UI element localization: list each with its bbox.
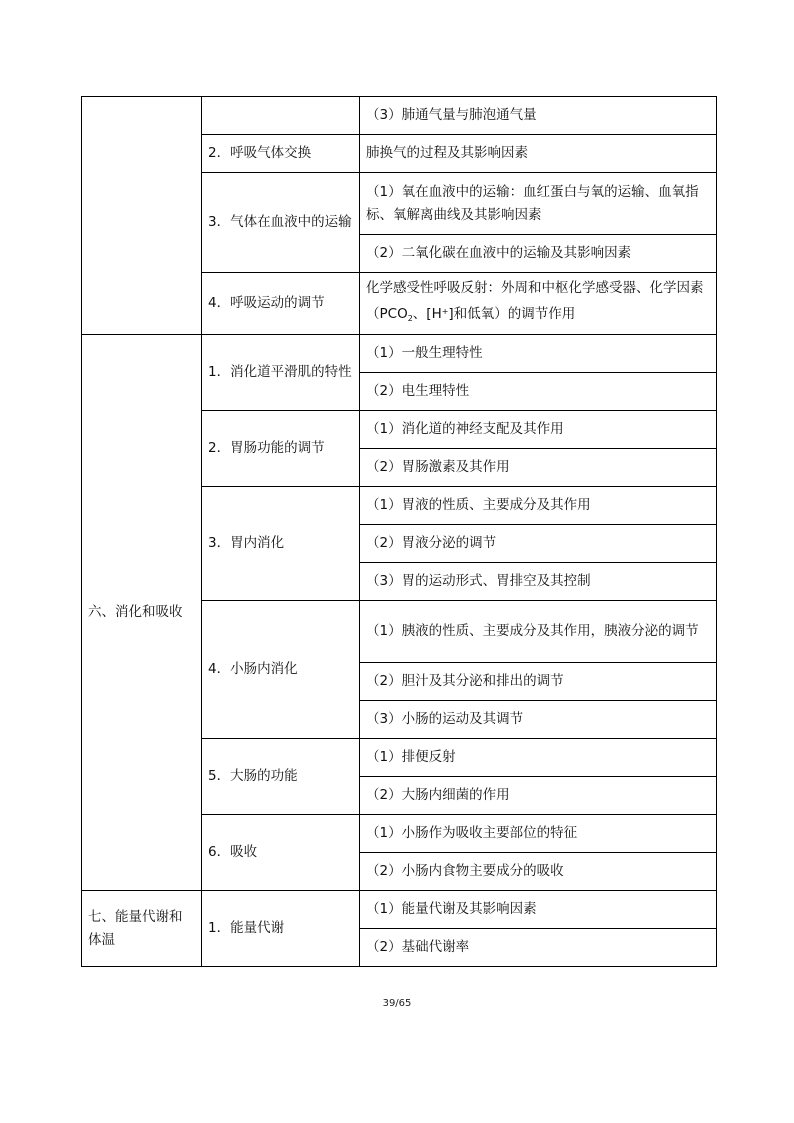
detail-cell: （2）胃肠激素及其作用 bbox=[360, 449, 717, 487]
page-number: 39/65 bbox=[382, 998, 412, 1009]
topic-cell: 2．呼吸气体交换 bbox=[202, 135, 360, 173]
detail-cell: 化学感受性呼吸反射：外周和中枢化学感受器、化学因素（$PCO_2$、[H+]和低氧）的调节作用 bbox=[360, 273, 717, 335]
detail-cell: （1）胃液的性质、主要成分及其作用 bbox=[360, 487, 717, 525]
chapter-cell: 六、消化和吸收 bbox=[82, 335, 202, 891]
topic-cell-empty bbox=[202, 97, 360, 135]
topic-cell: 4．小肠内消化 bbox=[202, 601, 360, 739]
detail-cell: （2）胃液分泌的调节 bbox=[360, 525, 717, 563]
topic-cell: 5．大肠的功能 bbox=[202, 739, 360, 815]
topic-cell: 3．气体在血液中的运输 bbox=[202, 173, 360, 273]
detail-cell: （2）电生理特性 bbox=[360, 373, 717, 411]
detail-cell: （1）消化道的神经支配及其作用 bbox=[360, 411, 717, 449]
detail-cell: （1）能量代谢及其影响因素 bbox=[360, 891, 717, 929]
detail-cell: （1）一般生理特性 bbox=[360, 335, 717, 373]
detail-cell: （2）基础代谢率 bbox=[360, 929, 717, 967]
detail-cell: （1）胰液的性质、主要成分及其作用，胰液分泌的调节 bbox=[360, 601, 717, 663]
detail-cell: （2）胆汁及其分泌和排出的调节 bbox=[360, 663, 717, 701]
topic-cell: 2．胃肠功能的调节 bbox=[202, 411, 360, 487]
topic-cell: 6．吸收 bbox=[202, 815, 360, 891]
chapter-cell: 七、能量代谢和体温 bbox=[82, 891, 202, 967]
topic-cell: 4．呼吸运动的调节 bbox=[202, 273, 360, 335]
syllabus-table bbox=[81, 96, 717, 967]
table-row bbox=[82, 97, 717, 135]
detail-cell: （3）胃的运动形式、胃排空及其控制 bbox=[360, 563, 717, 601]
topic-cell: 1．消化道平滑肌的特性 bbox=[202, 335, 360, 411]
topic-cell: 3．胃内消化 bbox=[202, 487, 360, 601]
table-row bbox=[82, 891, 717, 929]
detail-cell: （1）排便反射 bbox=[360, 739, 717, 777]
detail-cell: （3）小肠的运动及其调节 bbox=[360, 701, 717, 739]
detail-cell: （1）氧在血液中的运输：血红蛋白与氧的运输、血氧指标、氧解离曲线及其影响因素 bbox=[360, 173, 717, 235]
detail-cell: （2）小肠内食物主要成分的吸收 bbox=[360, 853, 717, 891]
detail-cell: （1）小肠作为吸收主要部位的特征 bbox=[360, 815, 717, 853]
detail-cell: （3）肺通气量与肺泡通气量 bbox=[360, 97, 717, 135]
chapter-cell-empty bbox=[82, 97, 202, 335]
topic-cell: 1．能量代谢 bbox=[202, 891, 360, 967]
table-row bbox=[82, 335, 717, 373]
detail-cell: （2）大肠内细菌的作用 bbox=[360, 777, 717, 815]
detail-cell: 肺换气的过程及其影响因素 bbox=[360, 135, 717, 173]
detail-cell: （2）二氧化碳在血液中的运输及其影响因素 bbox=[360, 235, 717, 273]
